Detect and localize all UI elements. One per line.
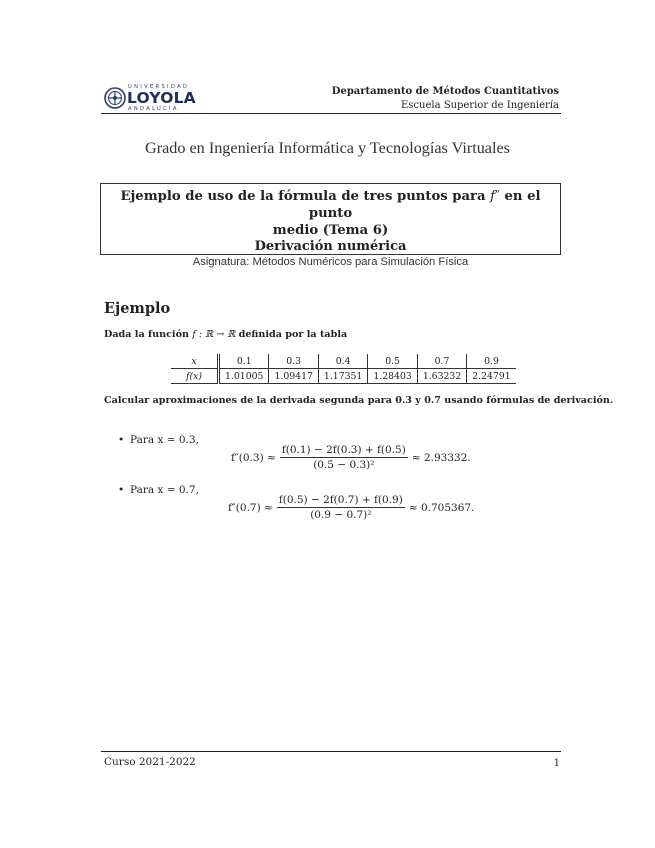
logo-top-text: UNIVERSIDAD	[128, 84, 190, 90]
fraction	[277, 494, 405, 521]
intro-text	[104, 329, 347, 340]
table-cell: 1.01005	[219, 369, 269, 384]
table-cell: 1.63232	[417, 369, 466, 384]
table-cell: 1.17351	[318, 369, 367, 384]
bullet-text: Para x = 0.3,	[130, 434, 199, 446]
task-text: Calcular aproximaciones de la derivada segunda para 0.3 y 0.7 usando fórmulas de derivación.	[104, 395, 614, 406]
department-name: Departamento de Métodos Cuantitativos	[331, 86, 559, 97]
table-cell: 0.7	[417, 354, 466, 369]
data-table	[171, 354, 516, 384]
bullet-text: Para x = 0.7,	[130, 484, 199, 496]
section-heading: Ejemplo	[104, 300, 171, 317]
list-item	[118, 434, 199, 446]
university-logo	[104, 84, 194, 112]
footer-rule	[101, 751, 561, 752]
table-cell: 0.4	[318, 354, 367, 369]
list-item	[118, 484, 199, 496]
bullet-icon: •	[118, 484, 125, 496]
table-row-x	[171, 354, 516, 369]
equation-result: ≈ 2.93332.	[411, 451, 471, 464]
footer-course: Curso 2021-2022	[104, 756, 196, 768]
equation-lhs: f″(0.7) ≈	[228, 501, 273, 514]
bullet-icon: •	[118, 434, 125, 446]
table-cell: 0.1	[219, 354, 269, 369]
subject-topic: Derivación numérica	[254, 239, 407, 254]
fraction-denominator: (0.9 − 0.7)²	[310, 509, 372, 521]
fraction-numerator: f(0.1) − 2f(0.3) + f(0.5)	[281, 444, 406, 456]
title-text-a: Ejemplo de uso de la fórmula de tres puntos para	[120, 189, 486, 204]
title-text-b: en el punto	[308, 189, 541, 221]
header-rule	[101, 113, 561, 114]
school-name: Escuela Superior de Ingeniería	[400, 100, 559, 111]
fraction-numerator: f(0.5) − 2f(0.7) + f(0.9)	[278, 494, 403, 506]
intro-b: definida por la tabla	[238, 329, 348, 340]
equation-1	[231, 444, 471, 471]
title-box	[100, 183, 561, 268]
table-cell: 0.3	[269, 354, 318, 369]
course-name: Asignatura: Métodos Numéricos para Simulación Física	[192, 256, 469, 268]
title-line-2: medio (Tema 6)	[272, 223, 389, 238]
table-cell: 2.24791	[467, 369, 516, 384]
table-cell: 0.9	[467, 354, 516, 369]
page-number: 1	[553, 758, 560, 769]
degree-title: Grado en Ingeniería Informática y Tecnologías Virtuales	[145, 139, 510, 157]
logo-bottom-text: ANDALUCÍA	[128, 106, 179, 112]
table-cell: 1.09417	[269, 369, 318, 384]
intro-math: f : ℝ → ℝ	[192, 329, 236, 340]
title-fn: f″	[490, 189, 500, 204]
title-line-1	[101, 188, 560, 222]
equation-2	[228, 494, 474, 521]
intro-a: Dada la función	[104, 329, 189, 340]
table-cell: 0.5	[368, 354, 417, 369]
fraction	[280, 444, 408, 471]
table-cell: 1.28403	[368, 369, 417, 384]
crest-icon	[104, 86, 126, 110]
table-header-fx: f(x)	[171, 369, 219, 384]
table-header-x: x	[171, 354, 219, 369]
logo-main-text: LOYOLA	[127, 89, 196, 107]
fraction-denominator: (0.5 − 0.3)²	[313, 459, 375, 471]
equation-result: ≈ 0.705367.	[408, 501, 475, 514]
equation-lhs: f″(0.3) ≈	[231, 451, 276, 464]
table-row-fx	[171, 369, 516, 384]
